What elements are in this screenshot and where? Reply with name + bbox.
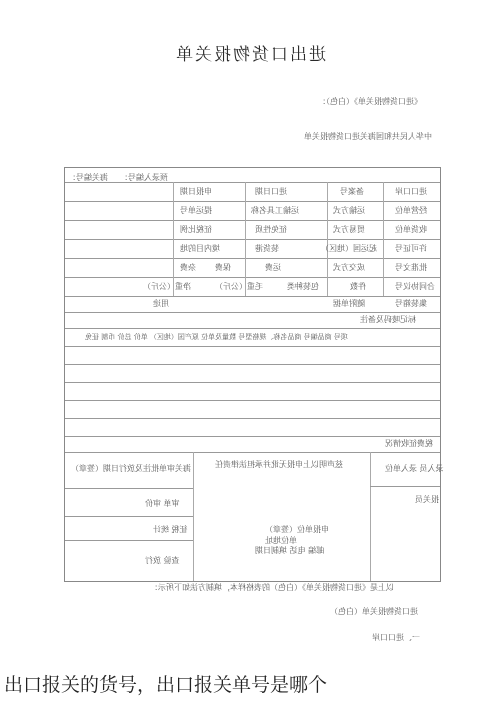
- foot-line-2: 一、进口口岸: [372, 633, 420, 642]
- foot-note: 以上是《进口货物报关单》（白色）的表格样本，填制方法如下所示：: [150, 583, 394, 592]
- caption-question: 出口报关的货号，出口报关单号是哪个: [0, 664, 500, 707]
- cell-r3-c4: 征税比例: [180, 225, 212, 234]
- cell-r2-c1: 经营单位: [395, 206, 427, 215]
- cell-r7-c3: 用途: [153, 299, 169, 308]
- cell-r6-c1: 合同协议号: [395, 282, 435, 291]
- cell-decl-right-3: 征税 统计: [153, 525, 188, 534]
- cell-decl-right-4: 查验 放行: [145, 556, 180, 565]
- cell-r6-c2: 件数: [350, 282, 366, 291]
- cell-r4-c3: 装货港: [255, 244, 279, 253]
- note-top: 《进口货物报关单》（白色）：: [318, 97, 422, 106]
- cell-r4-c4: 境内目的地: [180, 244, 220, 253]
- cell-decl-mid-3: 单位地址: [265, 536, 297, 545]
- cell-r3-c1: 收货单位: [395, 225, 427, 234]
- cell-r7-c2: 随附单据: [333, 299, 365, 308]
- cell-r4-c1: 许可证号: [395, 244, 427, 253]
- cell-r5-c4: 保费: [215, 263, 231, 272]
- header-left: 预录入编号：: [120, 173, 168, 182]
- cell-decl-mid-4: 邮编 电话 填制日期: [255, 546, 325, 555]
- cell-r7-c1: 集装箱号: [395, 299, 427, 308]
- cell-r4-c2: 起运国（地区）: [321, 244, 377, 253]
- header-right: 海关编号：: [68, 173, 108, 182]
- cell-r2-c2: 运输方式: [333, 206, 365, 215]
- cell-r5-c5: 杂费: [180, 263, 196, 272]
- cell-r1-c2: 备案号: [340, 187, 364, 196]
- cell-r3-c3: 征免性质: [255, 225, 287, 234]
- cell-decl-mid: 兹声明以上申报无讹并承担法律责任: [215, 460, 343, 469]
- cell-r2-c3: 运输工具名称: [251, 206, 299, 215]
- cell-decl-left-1: 录入员 录入单位: [385, 464, 444, 473]
- cell-decl-right-2: 审单 审价: [145, 499, 180, 508]
- cell-decl-mid-2: 申报单位（签章）: [265, 525, 329, 534]
- cell-decl-left-2: 报关员: [415, 495, 439, 504]
- cell-r5-c3: 运费: [265, 263, 281, 272]
- cell-r1-c3: 进口日期: [255, 187, 287, 196]
- declaration-form-table: [64, 167, 444, 582]
- cell-tax: 税费征收情况: [385, 439, 433, 448]
- cell-r3-c2: 贸易方式: [333, 225, 365, 234]
- foot-line-1: 进口货物报关单（白色）: [330, 607, 418, 616]
- cell-r5-c2: 成交方式: [333, 263, 365, 272]
- cell-decl-right-1: 海关审单批注及放行日期（签章）: [71, 464, 191, 473]
- cell-r1-c4: 申报日期: [180, 187, 212, 196]
- cell-r2-c4: 提运单号: [180, 206, 212, 215]
- cell-remarks: 标记唛码及备注: [360, 315, 416, 324]
- cell-r6-c3: 包装种类: [287, 282, 319, 291]
- form-name: 中华人民共和国海关进口货物报关单: [304, 132, 432, 141]
- page-title: 进出口货物报关单: [174, 45, 326, 65]
- cell-r6-c4: 毛重（公斤）: [215, 282, 263, 291]
- cell-r1-c1: 进口口岸: [395, 187, 427, 196]
- cell-r6-c5: 净重（公斤）: [143, 282, 191, 291]
- cell-goods-header: 项号 商品编号 商品名称、规格型号 数量及单位 原产国（地区） 单价 总价 币制 征免: [85, 333, 348, 341]
- cell-r5-c1: 批准文号: [395, 263, 427, 272]
